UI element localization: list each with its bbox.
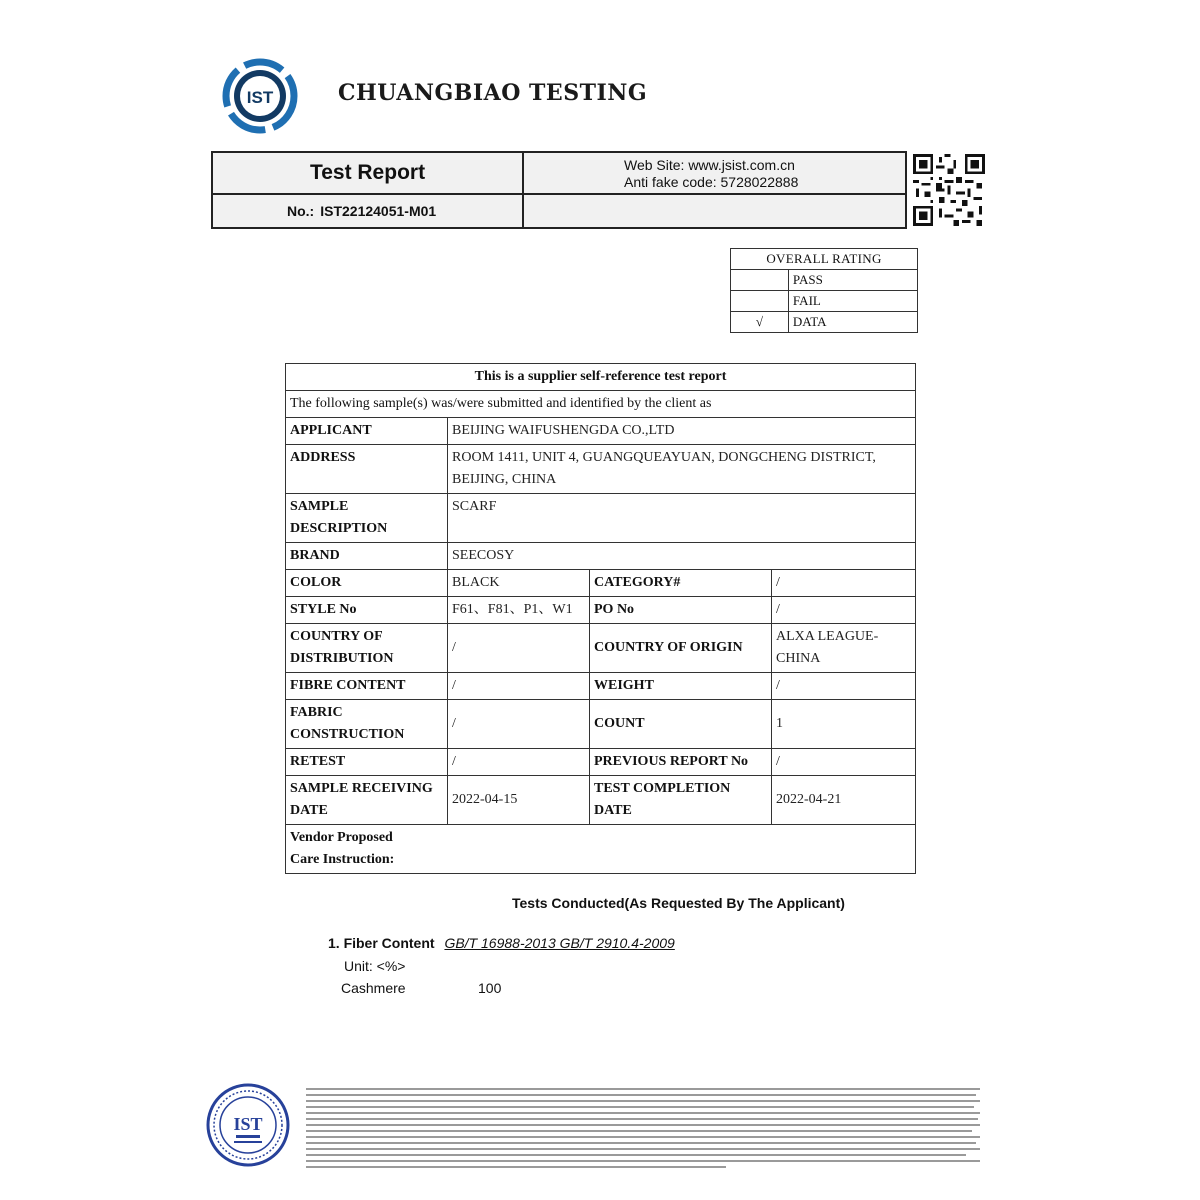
fibre-content-label: FIBRE CONTENT bbox=[286, 673, 448, 700]
rating-row bbox=[731, 312, 918, 333]
sample-description-label: SAMPLE DESCRIPTION bbox=[286, 494, 448, 543]
fabric-construction-value: / bbox=[448, 700, 590, 749]
report-web-info bbox=[524, 153, 905, 195]
address-label: ADDRESS bbox=[286, 445, 448, 494]
sample-description-value: SCARF bbox=[448, 494, 916, 543]
country-distribution-value: / bbox=[448, 624, 590, 673]
country-origin-label: COUNTRY OF ORIGIN bbox=[590, 624, 772, 673]
previous-report-label: PREVIOUS REPORT No bbox=[590, 749, 772, 776]
table-title: This is a supplier self-reference test report bbox=[286, 364, 916, 391]
retest-value: / bbox=[448, 749, 590, 776]
rating-mark bbox=[731, 291, 789, 312]
rating-header: OVERALL RATING bbox=[731, 249, 918, 270]
anti-fake-code: Anti fake code: 5728022888 bbox=[624, 174, 799, 190]
footer-fine-print bbox=[306, 1088, 980, 1170]
company-seal-icon bbox=[206, 1083, 290, 1167]
report-number bbox=[213, 195, 524, 227]
count-value: 1 bbox=[772, 700, 916, 749]
weight-label: WEIGHT bbox=[590, 673, 772, 700]
rating-label: PASS bbox=[788, 270, 917, 291]
rating-mark: √ bbox=[731, 312, 789, 333]
po-no-value: / bbox=[772, 597, 916, 624]
applicant-label: APPLICANT bbox=[286, 418, 448, 445]
previous-report-value: / bbox=[772, 749, 916, 776]
tests-heading: Tests Conducted(As Requested By The Applicant) bbox=[512, 895, 845, 911]
brand-value: SEECOSY bbox=[448, 543, 916, 570]
color-label: COLOR bbox=[286, 570, 448, 597]
table-intro: The following sample(s) was/were submitted and identified by the client as bbox=[286, 391, 916, 418]
applicant-value: BEIJING WAIFUSHENGDA CO.,LTD bbox=[448, 418, 916, 445]
sample-receiving-date-value: 2022-04-15 bbox=[448, 776, 590, 825]
category-label: CATEGORY# bbox=[590, 570, 772, 597]
po-no-label: PO No bbox=[590, 597, 772, 624]
test-completion-date-value: 2022-04-21 bbox=[772, 776, 916, 825]
report-header-box bbox=[211, 151, 907, 229]
sample-receiving-date-label: SAMPLE RECEIVING DATE bbox=[286, 776, 448, 825]
fiber-content-label: 1. Fiber Content bbox=[328, 935, 435, 951]
company-name: CHUANGBIAO TESTING bbox=[338, 80, 648, 106]
brand-label: BRAND bbox=[286, 543, 448, 570]
style-no-label: STYLE No bbox=[286, 597, 448, 624]
count-label: COUNT bbox=[590, 700, 772, 749]
category-value: / bbox=[772, 570, 916, 597]
rating-row bbox=[731, 291, 918, 312]
seal-text: IST bbox=[233, 1114, 263, 1134]
rating-label: FAIL bbox=[788, 291, 917, 312]
country-distribution-label: COUNTRY OF DISTRIBUTION bbox=[286, 624, 448, 673]
rating-row bbox=[731, 270, 918, 291]
report-number-label: No.: bbox=[287, 203, 315, 219]
logo-text: IST bbox=[246, 88, 274, 107]
fiber-content-item bbox=[328, 935, 675, 951]
style-no-value: F61、F81、P1、W1 bbox=[448, 597, 590, 624]
color-value: BLACK bbox=[448, 570, 590, 597]
report-empty-cell bbox=[524, 195, 905, 227]
qr-code-icon bbox=[913, 154, 985, 226]
weight-value: / bbox=[772, 673, 916, 700]
retest-label: RETEST bbox=[286, 749, 448, 776]
fiber-content-standard: GB/T 16988-2013 GB/T 2910.4-2009 bbox=[444, 935, 675, 951]
sample-info-table bbox=[285, 363, 916, 874]
fabric-construction-label: FABRIC CONSTRUCTION bbox=[286, 700, 448, 749]
test-completion-date-label: TEST COMPLETION DATE bbox=[590, 776, 772, 825]
web-site: Web Site: www.jsist.com.cn bbox=[624, 157, 795, 173]
country-origin-value: ALXA LEAGUE-CHINA bbox=[772, 624, 916, 673]
rating-mark bbox=[731, 270, 789, 291]
fibre-content-value: / bbox=[448, 673, 590, 700]
cashmere-label: Cashmere bbox=[341, 980, 406, 996]
unit-label: Unit: <%> bbox=[344, 958, 406, 974]
care-instruction-label bbox=[286, 825, 916, 874]
company-logo bbox=[222, 58, 298, 134]
address-value: ROOM 1411, UNIT 4, GUANGQUEAYUAN, DONGCHENG DISTRICT, BEIJING, CHINA bbox=[448, 445, 916, 494]
report-number-value: IST22124051-M01 bbox=[320, 203, 437, 219]
overall-rating-table bbox=[730, 248, 918, 333]
rating-label: DATA bbox=[788, 312, 917, 333]
report-title: Test Report bbox=[213, 153, 524, 195]
cashmere-value: 100 bbox=[478, 980, 502, 996]
care-instruction-text: Vendor Proposed Care Instruction: bbox=[290, 830, 395, 867]
